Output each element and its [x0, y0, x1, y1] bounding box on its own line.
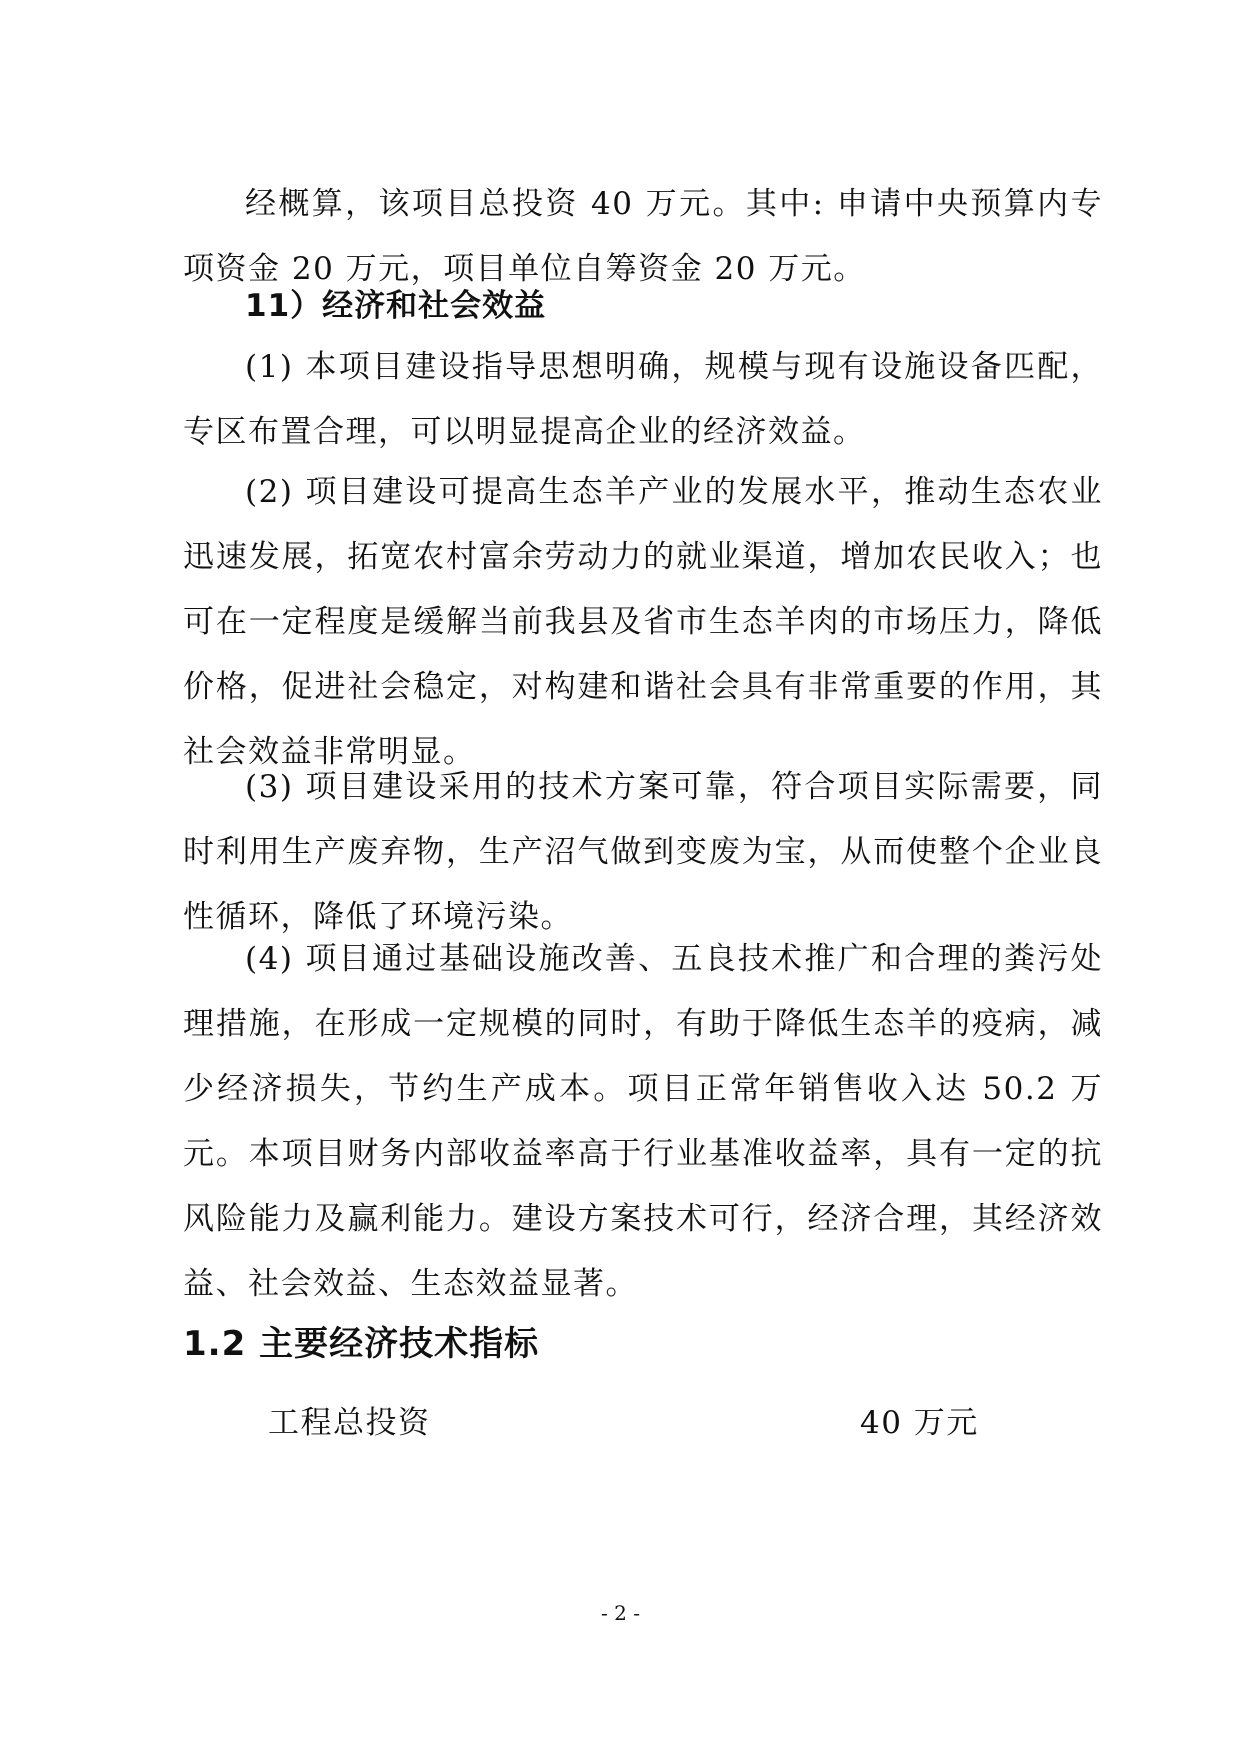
heading-economic-social-benefits: 11）经济和社会效益: [245, 288, 547, 324]
paragraph-benefit-2: (2) 项目建设可提高生态羊产业的发展水平，推动生态农业迅速发展，拓宽农村富余劳动力的就业渠道，增加农民收入；也可在一定程度是缓解当前我县及省市生态羊肉的市场压力，降低价格，促进社会稳定，对构建和谐社会具有非常重要的作用，其社会效益非常明显。: [183, 474, 1103, 770]
paragraph-benefit-3: (3) 项目建设采用的技术方案可靠，符合项目实际需要，同时利用生产废弃物，生产沼气做到变废为宝，从而使整个企业良性循环，降低了环境污染。: [183, 769, 1103, 935]
indicator-label: 工程总投资: [268, 1405, 431, 1441]
paragraph-benefit-1: (1) 本项目建设指导思想明确，规模与现有设施设备匹配，专区布置合理，可以明显提高企业的经济效益。: [183, 349, 1103, 450]
indicator-value: 40 万元: [860, 1405, 979, 1441]
paragraph-benefit-4: (4) 项目通过基础设施改善、五良技术推广和合理的粪污处理措施，在形成一定规模的同时，有助于降低生态羊的疫病，减少经济损失，节约生产成本。项目正常年销售收入达 50.2 万元。本项目财务内部收益率高于行业基准收益率，具有一定的抗风险能力及赢利能力。建设方案技术可行，经济合理，其经济效益、社会效益、生态效益显著。: [183, 941, 1103, 1302]
section-heading-main-indicators: 1.2 主要经济技术指标: [183, 1324, 540, 1364]
page-number: - 2 -: [601, 1601, 640, 1625]
paragraph-investment: 经概算，该项目总投资 40 万元。其中: 申请中央预算内专项资金 20 万元，项目单位自筹资金 20 万元。: [183, 186, 1103, 287]
